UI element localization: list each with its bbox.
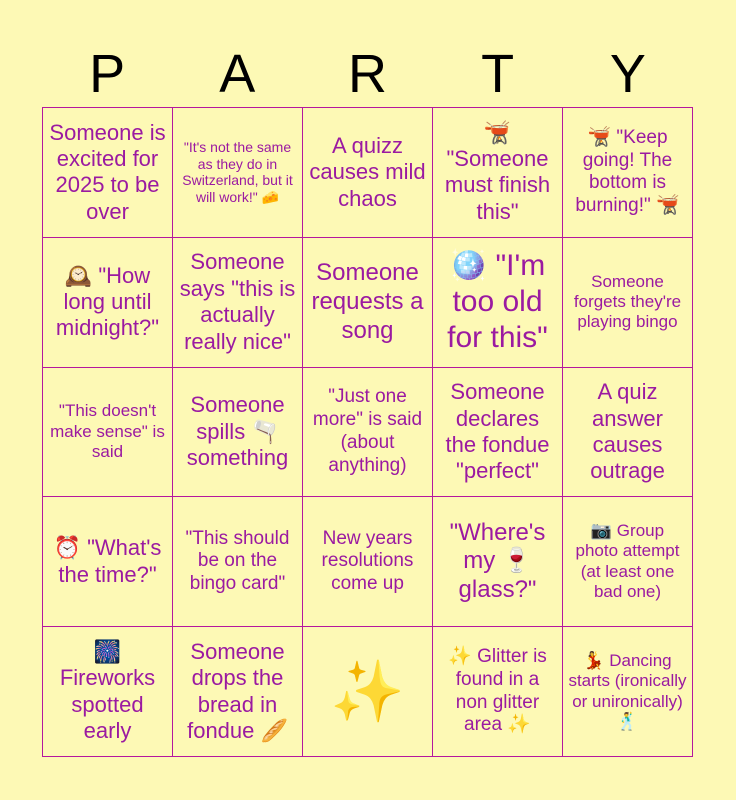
- bingo-cell[interactable]: [433, 238, 563, 368]
- cell-text: "This should be on the bingo card": [185, 527, 290, 595]
- bingo-cell[interactable]: [563, 238, 693, 368]
- bingo-cell[interactable]: [563, 368, 693, 498]
- cell-text: Someone declares the fondue "perfect": [445, 379, 550, 484]
- sparkles-icon: ✨: [330, 657, 405, 725]
- bingo-cell[interactable]: [563, 627, 693, 757]
- bingo-cell[interactable]: [433, 497, 563, 627]
- cell-text: "Just one more" is said (about anything): [312, 386, 423, 476]
- cell-text: Someone drops the bread in fondue 🥖: [187, 638, 288, 743]
- cell-text: "Where's my 🍷 glass?": [449, 518, 546, 604]
- header-letter-y: Y: [609, 44, 646, 104]
- free-space-cell[interactable]: [303, 627, 433, 757]
- bingo-cell[interactable]: [43, 497, 173, 627]
- cell-text: 🎆 Fireworks spotted early: [59, 638, 156, 743]
- bingo-cell[interactable]: [43, 108, 173, 238]
- cell-text: A quizz causes mild chaos: [309, 132, 426, 211]
- bingo-cell[interactable]: [173, 627, 303, 757]
- bingo-header: [42, 40, 693, 108]
- cell-text: Someone requests a song: [311, 259, 424, 344]
- cell-text: "It's not the same as they do in Switzerland, but it will work!" 🧀: [182, 138, 293, 206]
- bingo-cell[interactable]: [303, 238, 433, 368]
- bingo-cell[interactable]: [433, 108, 563, 238]
- cell-text: Someone says "this is actually really nice": [179, 249, 296, 354]
- cell-text: Someone forgets they're playing bingo: [573, 271, 682, 332]
- header-letter-t: T: [481, 44, 515, 104]
- bingo-cell[interactable]: [433, 627, 563, 757]
- cell-text: Someone spills 🫗 something: [186, 392, 289, 471]
- cell-text: "This doesn't make sense" is said: [50, 401, 165, 462]
- cell-text: 🫕 "Keep going! The bottom is burning!" 🫕: [575, 126, 680, 217]
- bingo-cell[interactable]: [433, 368, 563, 498]
- bingo-cell[interactable]: [563, 497, 693, 627]
- header-letter-p: P: [89, 44, 126, 104]
- bingo-cell[interactable]: [173, 238, 303, 368]
- cell-text: 📷 Group photo attempt (at least one bad one): [575, 521, 680, 602]
- bingo-grid: [42, 107, 693, 757]
- bingo-cell[interactable]: [173, 368, 303, 498]
- bingo-cell[interactable]: [43, 627, 173, 757]
- bingo-cell[interactable]: [303, 368, 433, 498]
- bingo-cell[interactable]: [563, 108, 693, 238]
- cell-text: ⏰ "What's the time?": [53, 535, 162, 587]
- header-letter-r: R: [347, 44, 387, 104]
- cell-text: 🪩 "I'm too old for this": [447, 249, 548, 355]
- cell-text: 💃 Dancing starts (ironically or unironically) 🕺: [568, 650, 687, 731]
- bingo-cell[interactable]: [43, 238, 173, 368]
- cell-text: ✨ Glitter is found in a non glitter area ✨: [448, 646, 547, 736]
- bingo-cell[interactable]: [43, 368, 173, 498]
- bingo-cell[interactable]: [303, 497, 433, 627]
- header-letter-a: A: [219, 44, 256, 104]
- bingo-cell[interactable]: [173, 497, 303, 627]
- cell-text: A quiz answer causes outrage: [590, 379, 665, 484]
- cell-text: Someone is excited for 2025 to be over: [49, 119, 166, 224]
- bingo-cell[interactable]: [173, 108, 303, 238]
- cell-text: New years resolutions come up: [321, 527, 414, 595]
- cell-text: 🫕 "Someone must finish this": [444, 119, 551, 224]
- cell-text: 🕰️ "How long until midnight?": [55, 262, 160, 341]
- bingo-cell[interactable]: [303, 108, 433, 238]
